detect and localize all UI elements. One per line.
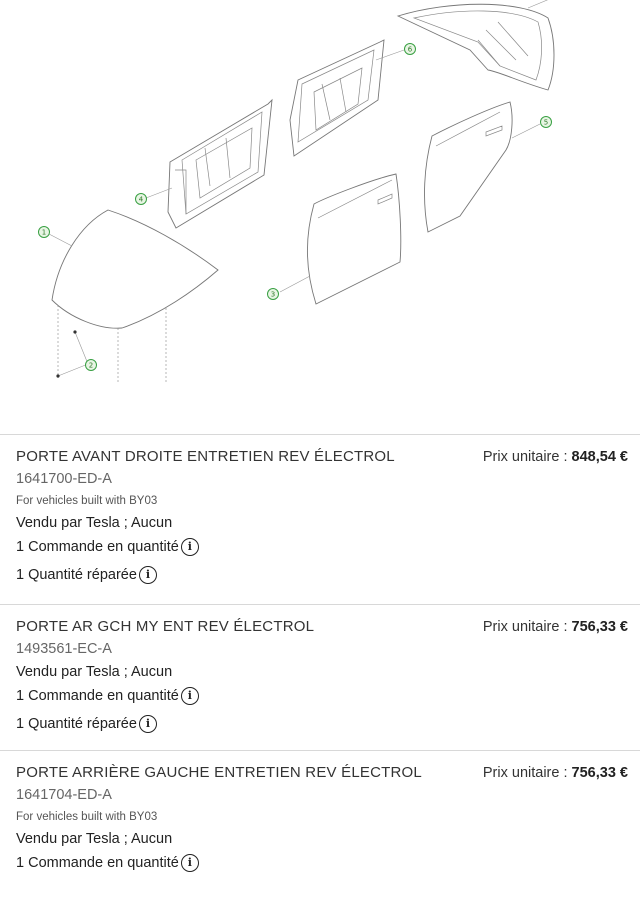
hood-part [52, 210, 218, 384]
price-value: 756,33 € [571, 619, 628, 635]
svg-text:3: 3 [270, 290, 276, 299]
svg-text:2: 2 [88, 361, 94, 370]
callout-6 [405, 44, 416, 55]
price-value: 756,33 € [571, 765, 628, 781]
callout-4 [136, 194, 147, 205]
parts-diagram [0, 0, 640, 400]
parts-list [0, 434, 640, 903]
callout-5 [541, 117, 552, 128]
seller-text: Vendu par Tesla ; Aucun [16, 515, 173, 531]
svg-text:4: 4 [138, 195, 144, 204]
ordered-quantity-row [16, 851, 624, 875]
unit-price [483, 617, 628, 637]
svg-text:5: 5 [543, 118, 549, 127]
part-name: PORTE ARRIÈRE GAUCHE ENTRETIEN REV ÉLECTROL [16, 764, 422, 781]
part-item[interactable] [0, 604, 640, 750]
ordered-quantity-text: 1 Commande en quantité [16, 539, 179, 555]
part-number: 1641704-ED-A [16, 787, 112, 803]
repaired-quantity-row [16, 563, 624, 587]
part-number: 1493561-EC-A [16, 641, 112, 657]
seller-text: Vendu par Tesla ; Aucun [16, 664, 173, 680]
part-name: PORTE AVANT DROITE ENTRETIEN REV ÉLECTROL [16, 448, 395, 465]
seller-text: Vendu par Tesla ; Aucun [16, 831, 173, 847]
callout-3 [268, 289, 279, 300]
price-label: Prix unitaire : [482, 449, 572, 465]
repaired-quantity-text: 1 Quantité réparée [16, 716, 137, 732]
info-icon[interactable]: i [181, 538, 199, 556]
callout-1 [39, 227, 73, 247]
info-icon[interactable]: i [139, 566, 157, 584]
ordered-quantity-text: 1 Commande en quantité [16, 855, 179, 871]
price-label: Prix unitaire : [482, 619, 572, 635]
front-door-skin-part [280, 174, 401, 304]
info-icon[interactable]: i [181, 687, 199, 705]
svg-text:6: 6 [407, 45, 413, 54]
ordered-quantity-row [16, 535, 624, 559]
ordered-quantity-text: 1 Commande en quantité [16, 688, 179, 704]
rear-door-frame-part [290, 40, 404, 156]
price-value: 848,54 € [571, 449, 628, 465]
unit-price [483, 447, 628, 467]
exploded-view-illustration [0, 0, 640, 400]
part-item[interactable] [0, 750, 640, 903]
unit-price [483, 763, 628, 783]
tailgate-part [398, 0, 554, 90]
vehicle-note: For vehicles built with BY03 [16, 495, 158, 507]
rear-door-skin-part [425, 102, 540, 232]
ordered-quantity-row [16, 684, 624, 708]
part-name: PORTE AR GCH MY ENT REV ÉLECTROL [16, 618, 315, 635]
front-door-frame-part [146, 100, 272, 228]
vehicle-note: For vehicles built with BY03 [16, 811, 158, 823]
repaired-quantity-text: 1 Quantité réparée [16, 567, 137, 583]
svg-text:1: 1 [41, 228, 47, 237]
part-number: 1641700-ED-A [16, 471, 112, 487]
part-item[interactable] [0, 434, 640, 604]
repaired-quantity-row [16, 712, 624, 736]
callout-2 [86, 360, 97, 371]
price-label: Prix unitaire : [482, 765, 572, 781]
info-icon[interactable]: i [181, 854, 199, 872]
info-icon[interactable]: i [139, 715, 157, 733]
